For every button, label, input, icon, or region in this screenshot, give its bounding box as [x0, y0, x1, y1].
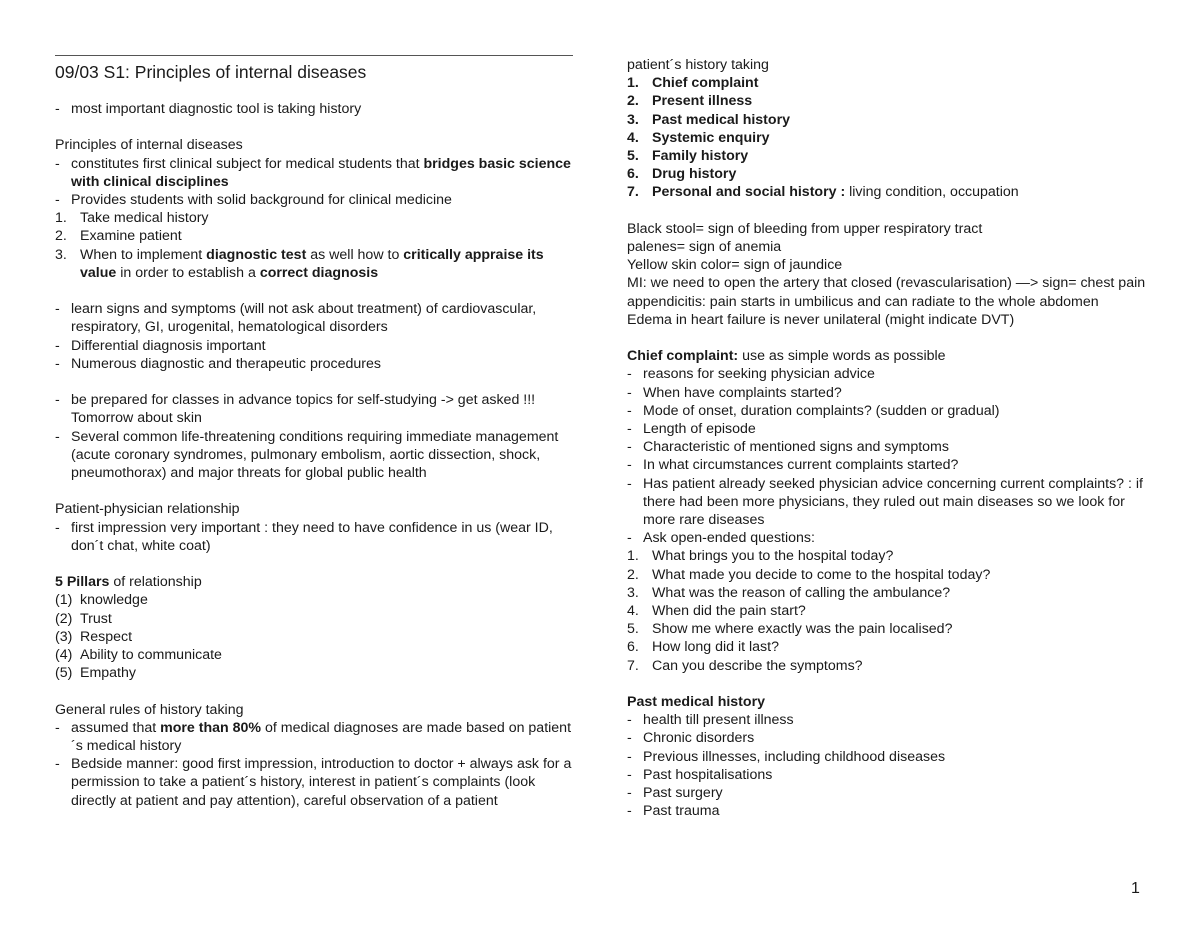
right-column	[627, 56, 1157, 820]
history-item: 3. Past medical history	[627, 111, 790, 128]
list-item: - be prepared for classes in advance topics for self-studying -> get asked !!! Tomorrow about skin	[55, 392, 536, 427]
section-heading: 5 Pillars of relationship	[55, 574, 202, 591]
section-heading: General rules of history taking	[55, 701, 244, 718]
list-item: - learn signs and symptoms (will not ask about treatment) of cardiovascular, respiratory, GI, urogenital, hematological disorders	[55, 301, 537, 336]
pillar-item: (4) Ability to communicate	[55, 647, 222, 664]
page-title: 09/03 S1: Principles of internal diseases	[55, 62, 367, 82]
numbered-item: 1. Take medical history	[55, 210, 209, 227]
left-column	[55, 56, 580, 810]
list-item: - reasons for seeking physician advice	[627, 366, 875, 383]
sign-line: appendicitis: pain starts in umbilicus and can radiate to the whole abdomen	[627, 293, 1099, 310]
list-item: - Bedside manner: good first impression, introduction to doctor + always ask for a permission to take a patient´s history, interest in patient´s complaints (look directly at patient and pay attention), careful observation of a patient	[55, 756, 572, 809]
question-item: 7. Can you describe the symptoms?	[627, 657, 863, 674]
list-item: - most important diagnostic tool is taking history	[55, 101, 362, 117]
history-item: 7. Personal and social history : living condition, occupation	[627, 184, 1019, 201]
sign-line: Edema in heart failure is never unilateral (might indicate DVT)	[627, 311, 1015, 328]
list-item: - Past hospitalisations	[627, 766, 773, 783]
section-heading: patient´s history taking	[627, 57, 769, 73]
list-item: - Length of episode	[627, 421, 756, 438]
history-item: 1. Chief complaint	[627, 75, 759, 92]
pillar-item: (1) knowledge	[55, 592, 148, 609]
pillar-item: (3) Respect	[55, 628, 133, 645]
history-item: 2. Present illness	[627, 93, 753, 110]
numbered-item: 2. Examine patient	[55, 228, 182, 245]
list-item: - Past trauma	[627, 803, 720, 820]
history-item: 5. Family history	[627, 148, 749, 165]
list-item: - Past surgery	[627, 785, 723, 802]
list-item: - Provides students with solid background for clinical medicine	[55, 192, 452, 208]
history-item: 4. Systemic enquiry	[627, 129, 770, 146]
section-heading: Principles of internal diseases	[55, 137, 243, 154]
question-item: 2. What made you decide to come to the hospital today?	[627, 566, 991, 583]
list-item: - Mode of onset, duration complaints? (sudden or gradual)	[627, 402, 1000, 419]
sign-line: Yellow skin color= sign of jaundice	[627, 257, 843, 274]
list-item: - health till present illness	[627, 712, 794, 729]
list-item: - In what circumstances current complaints started?	[627, 457, 959, 474]
list-item: - When have complaints started?	[627, 384, 842, 401]
list-item: - Numerous diagnostic and therapeutic procedures	[55, 355, 381, 372]
list-item: - Characteristic of mentioned signs and symptoms	[627, 439, 949, 456]
list-item: - Has patient already seeked physician advice concerning current complaints? : if there had been more physicians, they ruled out main diseases so we look for more rare diseases	[627, 475, 1143, 529]
section-heading: Past medical history	[627, 694, 765, 711]
list-item: - Previous illnesses, including childhood diseases	[627, 748, 946, 765]
section-heading: Chief complaint: use as simple words as possible	[627, 348, 946, 365]
section-heading: Patient-physician relationship	[55, 501, 240, 518]
list-item: - Differential diagnosis important	[55, 337, 266, 354]
pillar-item: (2) Trust	[55, 610, 112, 627]
page-number: 1	[1131, 880, 1140, 897]
list-item: - Chronic disorders	[627, 730, 755, 747]
list-item: - Ask open-ended questions:	[627, 530, 815, 547]
sign-line: MI: we need to open the artery that closed (revascularisation) —> sign= chest pain	[627, 275, 1146, 292]
question-item: 4. When did the pain start?	[627, 603, 806, 620]
question-item: 1. What brings you to the hospital today?	[627, 548, 894, 565]
sign-line: Black stool= sign of bleeding from upper respiratory tract	[627, 220, 983, 237]
list-item: - Several common life-threatening conditions requiring immediate management (acute coronary syndromes, pulmonary embolism, aortic dissection, shock, pneumothorax) and major threats for global public health	[55, 428, 559, 482]
question-item: 5. Show me where exactly was the pain localised?	[627, 621, 953, 638]
sign-line: palenes= sign of anemia	[627, 239, 782, 256]
question-item: 3. What was the reason of calling the ambulance?	[627, 584, 951, 601]
list-item: - assumed that more than 80% of medical diagnoses are made based on patient´s medical history	[55, 719, 572, 755]
list-item: - constitutes first clinical subject for medical students that bridges basic science with clinical disciplines	[55, 155, 571, 190]
pillar-item: (5) Empathy	[55, 665, 136, 682]
list-item: - first impression very important : they need to have confidence in us (wear ID, don´t chat, white coat)	[55, 519, 553, 554]
question-item: 6. How long did it last?	[627, 639, 779, 656]
history-item: 6. Drug history	[627, 166, 737, 183]
numbered-item: 3. When to implement diagnostic test as well how to critically appraise its value in order to establish a correct diagnosis	[55, 246, 544, 281]
